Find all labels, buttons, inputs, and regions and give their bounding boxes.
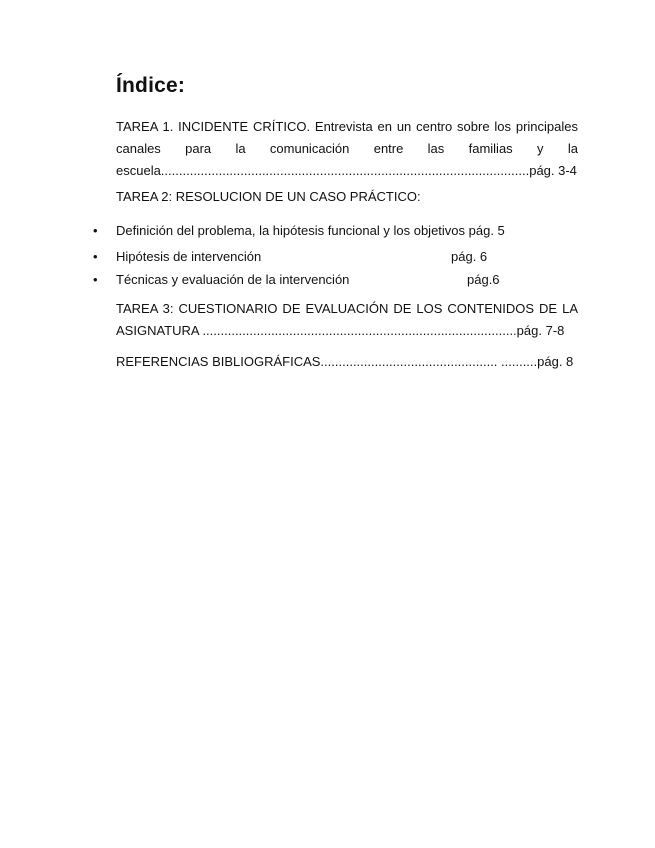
- tarea2-item-3: Técnicas y evaluación de la intervención: [116, 272, 350, 287]
- tarea2-item-1: Definición del problema, la hipótesis funcional y los objetivos pág. 5: [116, 223, 505, 238]
- tarea1-word: la: [235, 141, 246, 156]
- tarea1-line3: escuela......................................................................................................pág. 3-4: [116, 163, 577, 178]
- tarea1-word: familias: [468, 141, 513, 156]
- tarea1-line2: [116, 138, 578, 160]
- bullet-icon: •: [93, 272, 98, 287]
- bullet-icon: •: [93, 223, 98, 238]
- tarea1-word: para: [185, 141, 212, 156]
- index-title: Índice:: [116, 74, 186, 97]
- tarea3-line1: TAREA 3: CUESTIONARIO DE EVALUACIÓN DE LOS CONTENIDOS DE LA: [116, 301, 578, 316]
- tarea1-word: comunicación: [269, 141, 350, 156]
- bullet-icon: •: [93, 249, 98, 264]
- tarea1-word: entre: [373, 141, 404, 156]
- referencias-line: REFERENCIAS BIBLIOGRÁFICAS................................................. ..........pág. 8: [116, 354, 574, 369]
- tarea1-word: las: [427, 141, 445, 156]
- tarea2-heading: [116, 186, 578, 208]
- tarea2-item-3-page: pág.6: [467, 272, 500, 287]
- tarea1-entry: [116, 116, 578, 182]
- referencias-entry: [116, 351, 578, 373]
- tarea2-item-2: Hipótesis de intervención: [116, 249, 262, 264]
- tarea2-item-2-page: pág. 6: [451, 249, 488, 264]
- tarea1-word: y: [537, 141, 544, 156]
- tarea3-line2: ASIGNATURA .......................................................................................pág. 7-8: [116, 323, 565, 338]
- tarea1-line1: TAREA 1. INCIDENTE CRÍTICO. Entrevista en un centro sobre los principales: [116, 119, 578, 134]
- tarea1-word: la: [567, 141, 578, 156]
- tarea3-entry: [116, 298, 578, 342]
- tarea2-heading-text: TAREA 2: RESOLUCION DE UN CASO PRÁCTICO:: [116, 189, 421, 204]
- tarea1-word: canales: [116, 141, 161, 156]
